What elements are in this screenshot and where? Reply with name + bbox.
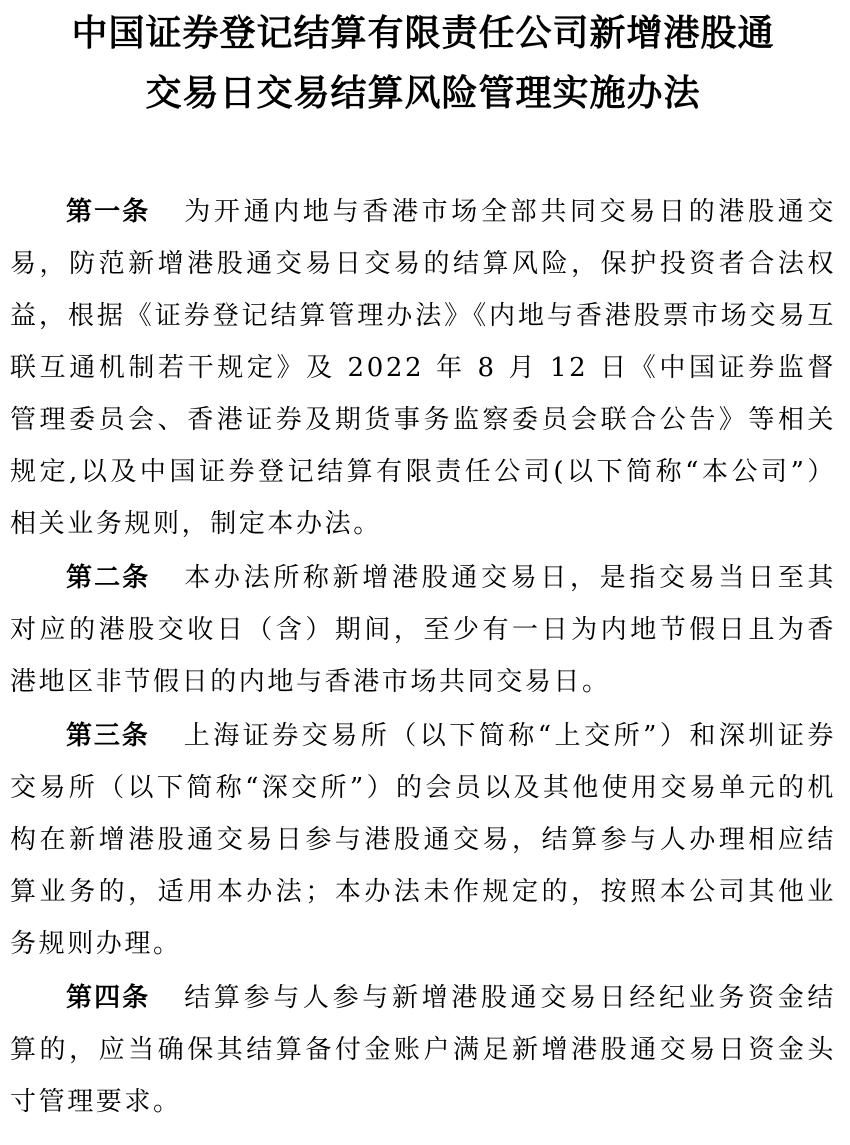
document-title [10,0,836,124]
article-1 [10,186,836,550]
article-label: 第二条 [66,563,151,593]
article-text: 为开通内地与香港市场全部共同交易日的港股通交易，防范新增港股通交易日交易的结算风险，保护投资者合法权益，根据《证券登记结算管理办法》《内地与香港股票市场交易互联互通机制若干规定》及 2022 年 8 月 12 日《中国证券监督管理委员会、香港证券及期货事务监察委员会联合公告》等相关规定,以及中国证券登记结算有限责任公司(以下简称“本公司”）相关业务规则，制定本办法。 [10,197,836,539]
title-line-2: 交易日交易结算风险管理实施办法 [145,73,701,114]
title-line-1: 中国证券登记结算有限责任公司新增港股通 [71,13,775,54]
article-text: 结算参与人参与新增港股通交易日经纪业务资金结算的，应当确保其结算备付金账户满足新增港股通交易日资金头寸管理要求。 [10,983,836,1117]
document-body [10,186,836,1128]
article-3 [10,710,836,970]
article-text: 上海证券交易所（以下简称“上交所”）和深圳证券交易所（以下简称“深交所”）的会员以及其他使用交易单元的机构在新增港股通交易日参与港股通交易，结算参与人办理相应结算业务的，适用本办法；本办法未作规定的，按照本公司其他业务规则办理。 [10,721,836,959]
article-2 [10,552,836,708]
article-4 [10,972,836,1128]
article-label: 第三条 [66,721,150,751]
article-text: 本办法所称新增港股通交易日，是指交易当日至其对应的港股交收日（含）期间，至少有一日为内地节假日且为香港地区非节假日的内地与香港市场共同交易日。 [10,563,836,697]
article-label: 第四条 [66,983,151,1013]
article-label: 第一条 [66,197,151,227]
